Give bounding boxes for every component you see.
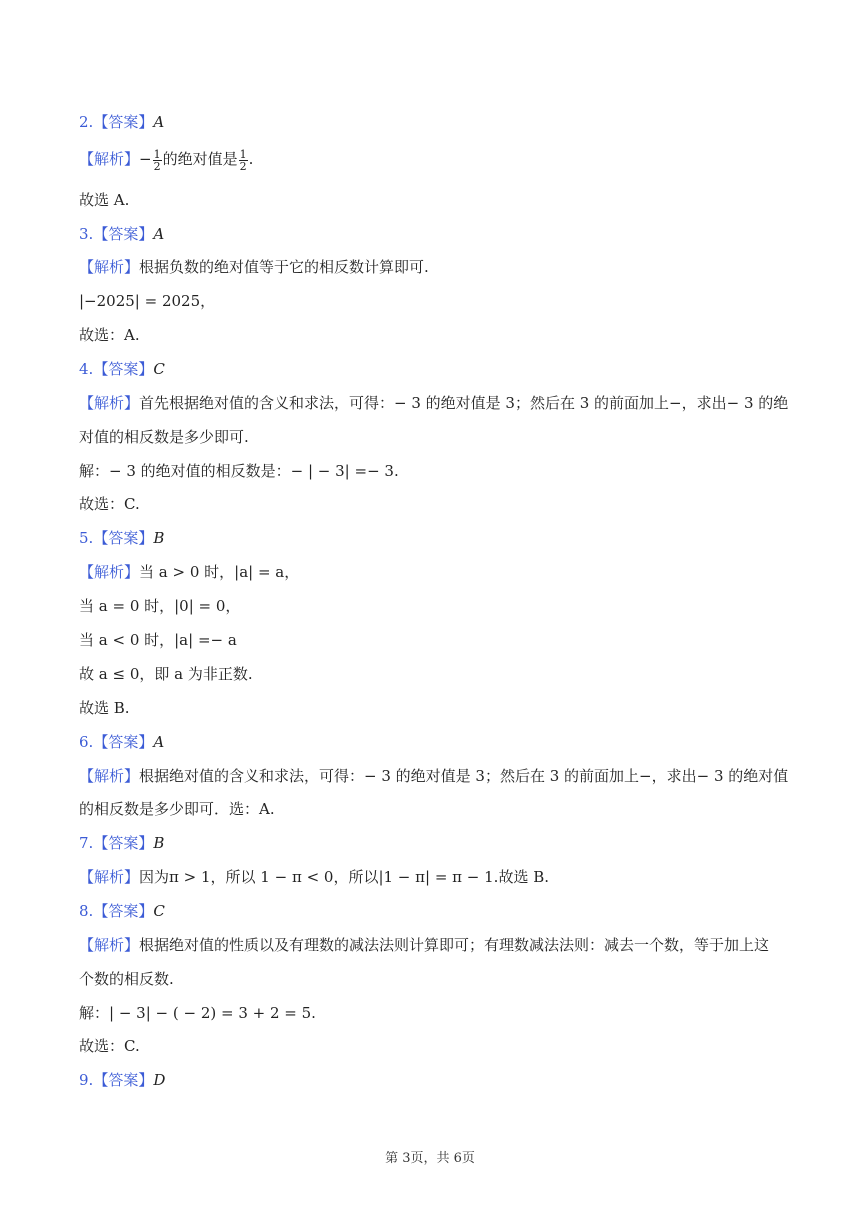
q4-number: 4. xyxy=(79,360,94,378)
answer-tag: 【答案】 xyxy=(93,902,154,920)
q4-answer: C xyxy=(153,360,165,378)
analysis-tag: 【解析】 xyxy=(79,767,140,785)
q2-analysis-end: . xyxy=(248,150,254,168)
q8-number: 8. xyxy=(79,902,94,920)
q2-analysis-neg: − xyxy=(139,150,152,168)
q5-line2: 当 a < 0 时，|a| =− a xyxy=(79,631,237,649)
q2-fraction-b xyxy=(239,149,248,172)
analysis-tag: 【解析】 xyxy=(79,394,140,412)
q5-answer-line xyxy=(79,527,789,549)
q2-number: 2. xyxy=(79,113,94,131)
answer-tag: 【答案】 xyxy=(93,733,154,751)
q2-conclusion: 故选 A. xyxy=(79,191,130,209)
q8-answer: C xyxy=(153,902,165,920)
q7-analysis: 因为π > 1，所以 1 − π < 0，所以|1 − π| = π − 1.故选 B. xyxy=(139,868,549,886)
q8-analysis-line xyxy=(79,934,789,956)
q2-answer: A xyxy=(153,113,165,131)
analysis-tag: 【解析】 xyxy=(79,150,140,168)
q5-analysis-line xyxy=(79,561,789,583)
fraction-numerator: 1 xyxy=(239,147,247,161)
q9-answer: D xyxy=(153,1071,166,1089)
answer-tag: 【答案】 xyxy=(93,360,154,378)
q3-line1: |−2025| = 2025， xyxy=(79,292,216,310)
q4-analysis-a: 首先根据绝对值的含义和求法，可得：− 3 的绝对值是 3；然后在 3 的前面加上−，求出− 3 的绝 xyxy=(139,394,789,412)
q3-analysis-line xyxy=(79,256,789,278)
q4-solution: 解：− 3 的绝对值的相反数是：− | − 3| =− 3. xyxy=(79,462,399,480)
q9-number: 9. xyxy=(79,1071,94,1089)
q2-answer-line xyxy=(79,111,789,133)
fraction-denominator: 2 xyxy=(153,159,161,173)
q4-analysis-line xyxy=(79,392,789,414)
q8-solution: 解：| − 3| − ( − 2) = 3 + 2 = 5. xyxy=(79,1004,316,1022)
q8-analysis-a: 根据绝对值的性质以及有理数的减法法则计算即可；有理数减法法则：减去一个数，等于加上这 xyxy=(139,936,770,954)
q8-conclusion: 故选：C. xyxy=(79,1037,140,1055)
q6-analysis-line xyxy=(79,765,789,787)
q6-answer-line xyxy=(79,731,789,753)
q9-answer-line xyxy=(79,1069,789,1091)
q5-answer: B xyxy=(153,529,165,547)
q3-analysis: 根据负数的绝对值等于它的相反数计算即可. xyxy=(139,258,429,276)
answer-tag: 【答案】 xyxy=(93,225,154,243)
analysis-tag: 【解析】 xyxy=(79,258,140,276)
q6-analysis-b: 的相反数是多少即可．选：A. xyxy=(79,800,275,818)
analysis-tag: 【解析】 xyxy=(79,868,140,886)
q6-analysis-a: 根据绝对值的含义和求法，可得：− 3 的绝对值是 3；然后在 3 的前面加上−，求出− 3 的绝对值 xyxy=(139,767,789,785)
q8-analysis-b: 个数的相反数. xyxy=(79,970,174,988)
answer-tag: 【答案】 xyxy=(93,1071,154,1089)
q5-number: 5. xyxy=(79,529,94,547)
q4-analysis-b: 对值的相反数是多少即可. xyxy=(79,428,249,446)
analysis-tag: 【解析】 xyxy=(79,563,140,581)
page-footer: 第 3页，共 6页 xyxy=(385,1151,475,1166)
q3-answer: A xyxy=(153,225,165,243)
q4-conclusion: 故选：C. xyxy=(79,495,140,513)
q2-fraction-a xyxy=(153,149,162,172)
q3-number: 3. xyxy=(79,225,94,243)
q7-answer-line xyxy=(79,832,789,854)
q5-conclusion: 故选 B. xyxy=(79,699,130,717)
q8-answer-line xyxy=(79,900,789,922)
q2-analysis-line xyxy=(79,148,789,172)
q2-analysis-mid: 的绝对值是 xyxy=(162,150,238,168)
q5-analysis: 当 a > 0 时，|a| = a， xyxy=(139,563,300,581)
analysis-tag: 【解析】 xyxy=(79,936,140,954)
q5-line1: 当 a = 0 时，|0| = 0， xyxy=(79,597,241,615)
fraction-denominator: 2 xyxy=(239,159,247,173)
q7-number: 7. xyxy=(79,834,94,852)
answer-tag: 【答案】 xyxy=(93,113,154,131)
q5-line3: 故 a ≤ 0，即 a 为非正数. xyxy=(79,665,253,683)
q6-number: 6. xyxy=(79,733,94,751)
q7-answer: B xyxy=(153,834,165,852)
answer-tag: 【答案】 xyxy=(93,834,154,852)
answer-tag: 【答案】 xyxy=(93,529,154,547)
q6-answer: A xyxy=(153,733,165,751)
fraction-numerator: 1 xyxy=(153,147,161,161)
q3-conclusion: 故选：A. xyxy=(79,326,140,344)
q4-answer-line xyxy=(79,358,789,380)
q3-answer-line xyxy=(79,223,789,245)
q7-analysis-line xyxy=(79,866,789,888)
